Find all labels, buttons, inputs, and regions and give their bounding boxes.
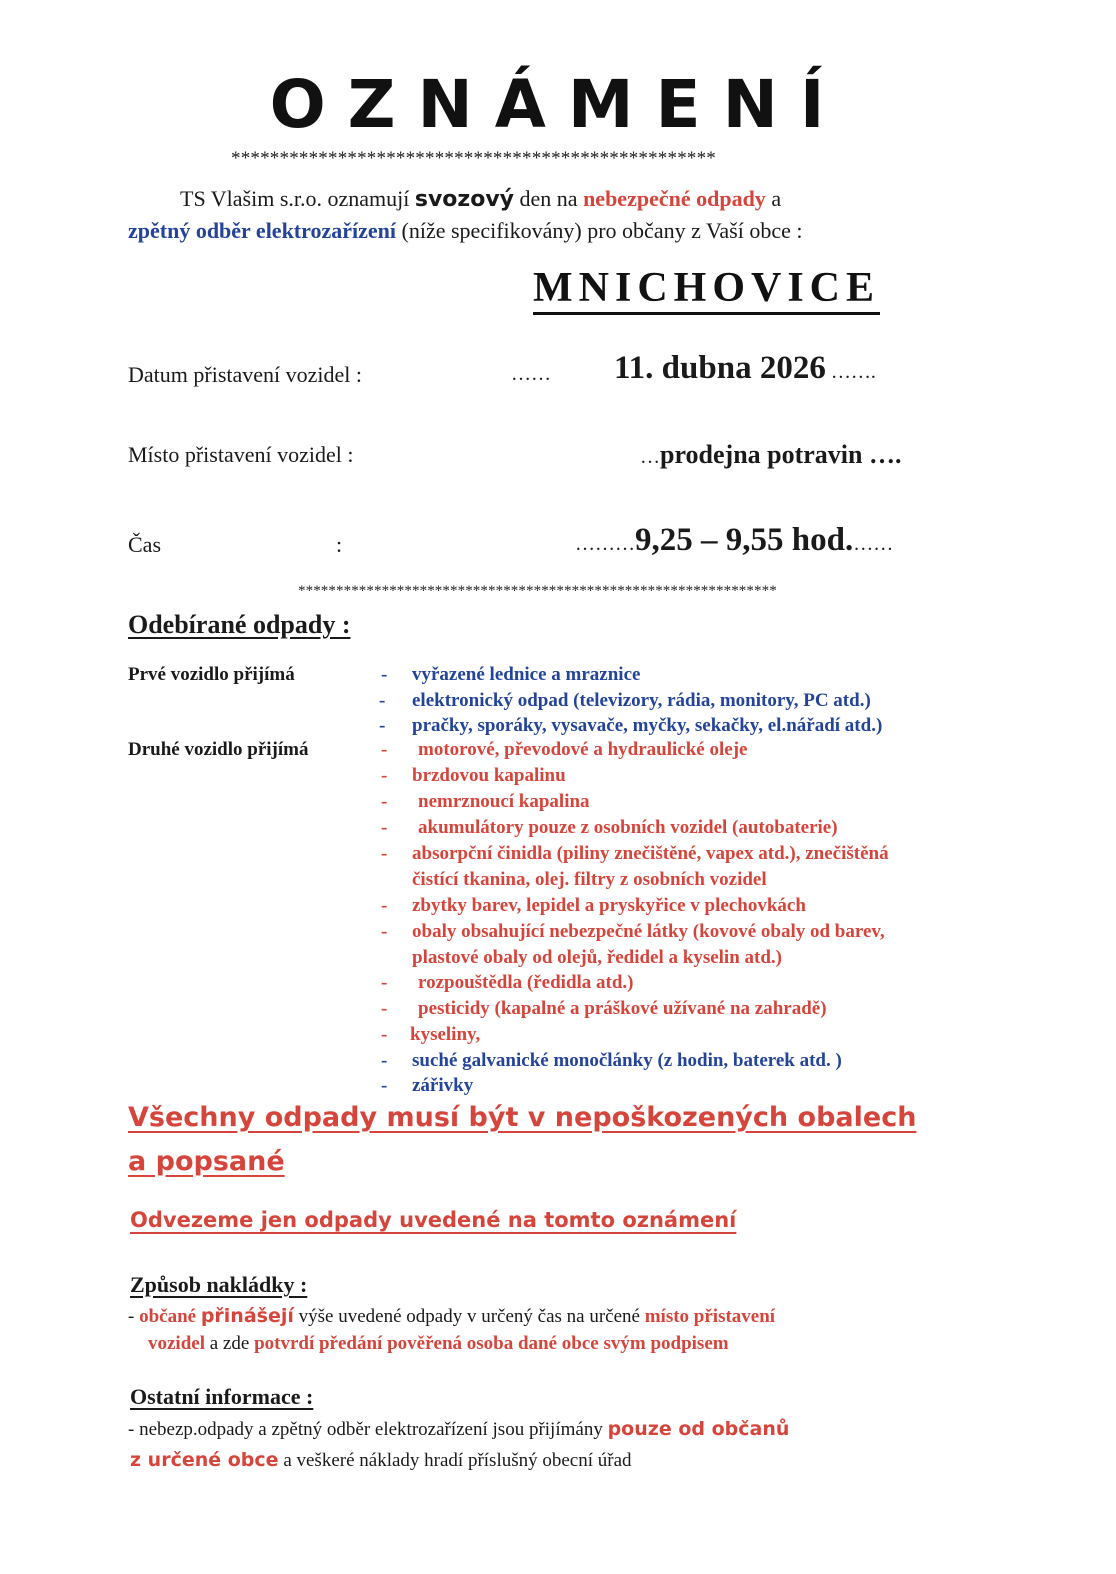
warning-only-listed: Odvezeme jen odpady uvedené na tomto oznámení: [130, 1208, 737, 1232]
other-heading: Ostatní informace :: [130, 1384, 314, 1409]
list-dash: -: [381, 817, 388, 838]
date-dots-post: …….: [825, 361, 876, 383]
time-dots-post: ……: [853, 533, 894, 555]
intro-text: den na: [514, 186, 584, 211]
time-dots: ………: [575, 533, 635, 555]
vehicle2-label: Druhé vozidlo přijímá: [128, 739, 309, 760]
list-dash: -: [381, 972, 388, 993]
list-dash: -: [381, 739, 388, 760]
loading-heading: Způsob nakládky :: [130, 1272, 308, 1297]
place-dots: …: [640, 446, 660, 468]
page-title: OZNÁMENÍ: [269, 66, 847, 143]
list-item: absorpční činidla (piliny znečištěné, vapex atd.), znečištěná: [412, 843, 889, 864]
loading-signature: dané obce svým podpisem: [513, 1333, 729, 1354]
list-item: suché galvanické monočlánky (z hodin, baterek atd. ): [412, 1050, 842, 1071]
other-line-1: [128, 1418, 789, 1441]
list-item: elektronický odpad (televizory, rádia, monitory, PC atd.): [412, 690, 871, 711]
list-item: rozpouštědla (ředidla atd.): [418, 972, 634, 993]
other-only-citizens: pouze od občanů: [607, 1418, 790, 1440]
list-item: pračky, sporáky, vysavače, myčky, sekačky, el.nářadí atd.): [412, 715, 883, 736]
list-item: nemrznoucí kapalina: [418, 791, 590, 812]
place-value-line: [640, 440, 902, 470]
loading-confirm: potvrdí předání pověřená osoba: [254, 1333, 514, 1354]
other-text: - nebezp.odpady a zpětný odběr elektrozařízení jsou přijímány: [128, 1419, 608, 1440]
intro-text: a: [765, 186, 782, 211]
other-text: a veškeré náklady hradí příslušný obecní úřad: [278, 1450, 632, 1471]
list-item: zářivky: [412, 1075, 474, 1096]
list-dash: -: [381, 1024, 388, 1045]
loading-line-1: [128, 1305, 775, 1328]
vehicle1-label: Prvé vozidlo přijímá: [128, 664, 295, 685]
list-item: plastové obaly od olejů, ředidel a kyselin atd.): [412, 947, 782, 968]
loading-citizens: občané: [139, 1306, 197, 1327]
list-dash: -: [379, 715, 386, 736]
list-dash: -: [381, 791, 388, 812]
town-name: MNICHOVICE: [533, 264, 880, 315]
loading-place: místo přistavení: [644, 1306, 776, 1327]
list-item: brzdovou kapalinu: [412, 765, 566, 786]
intro-hazardous: nebezpečné odpady: [583, 186, 766, 211]
date-dots: ……: [511, 363, 551, 385]
list-dash: -: [379, 690, 386, 711]
list-item: čistící tkanina, olej. filtry z osobních vozidel: [412, 869, 767, 890]
place-value: prodejna potravin ….: [660, 440, 902, 469]
list-item: kyseliny,: [410, 1024, 481, 1045]
loading-bring: přinášejí: [200, 1305, 294, 1327]
time-label: Čas: [128, 532, 161, 557]
other-municipality: z určené obce: [130, 1449, 279, 1471]
loading-text: a zde: [205, 1333, 255, 1354]
list-item: pesticidy (kapalné a práškové užívané na zahradě): [418, 998, 827, 1019]
list-item: akumulátory pouze z osobních vozidel (autobaterie): [418, 817, 838, 838]
loading-text: -: [128, 1306, 140, 1327]
intro-text: TS Vlašim s.r.o. oznamují: [180, 186, 415, 211]
list-dash: -: [381, 765, 388, 786]
list-dash: -: [381, 895, 388, 916]
time-colon: :: [336, 532, 343, 557]
list-dash: -: [381, 998, 388, 1019]
divider-stars-mid: ***************************************************************: [298, 583, 777, 599]
divider-stars-top: **************************************************: [231, 148, 716, 169]
list-dash: -: [381, 921, 388, 942]
list-item: obaly obsahující nebezpečné látky (kovové obaly od barev,: [412, 921, 885, 942]
date-value: 11. dubna 2026: [614, 350, 826, 386]
loading-line-2: [148, 1333, 729, 1355]
list-dash: -: [381, 1075, 388, 1096]
intro-svozovy: svozový: [414, 187, 515, 212]
warning-packaging-line2: a popsané: [128, 1146, 285, 1177]
list-dash: -: [381, 664, 388, 685]
list-dash: -: [381, 1050, 388, 1071]
intro-line-1: [180, 186, 781, 212]
time-value: 9,25 – 9,55 hod.: [635, 522, 854, 558]
loading-text: výše uvedené odpady v určený čas na určené: [293, 1306, 645, 1327]
waste-heading: Odebírané odpady :: [128, 610, 351, 639]
intro-line-2: [128, 218, 802, 244]
date-label: Datum přistavení vozidel :: [128, 362, 362, 387]
date-value-line: [614, 350, 876, 387]
other-line-2: [130, 1449, 632, 1472]
time-value-line: [575, 522, 893, 559]
list-item: vyřazené lednice a mraznice: [412, 664, 641, 685]
warning-packaging-line1: Všechny odpady musí být v nepoškozených obalech: [128, 1102, 917, 1133]
list-dash: -: [381, 843, 388, 864]
loading-vehicles: vozidel: [148, 1333, 205, 1354]
list-item: motorové, převodové a hydraulické oleje: [418, 739, 748, 760]
list-item: zbytky barev, lepidel a pryskyřice v plechovkách: [412, 895, 806, 916]
intro-electro: zpětný odběr elektrozařízení: [128, 218, 397, 243]
place-label: Místo přistavení vozidel :: [128, 442, 354, 467]
intro-text: (níže specifikovány) pro občany z Vaší obce :: [396, 218, 803, 243]
